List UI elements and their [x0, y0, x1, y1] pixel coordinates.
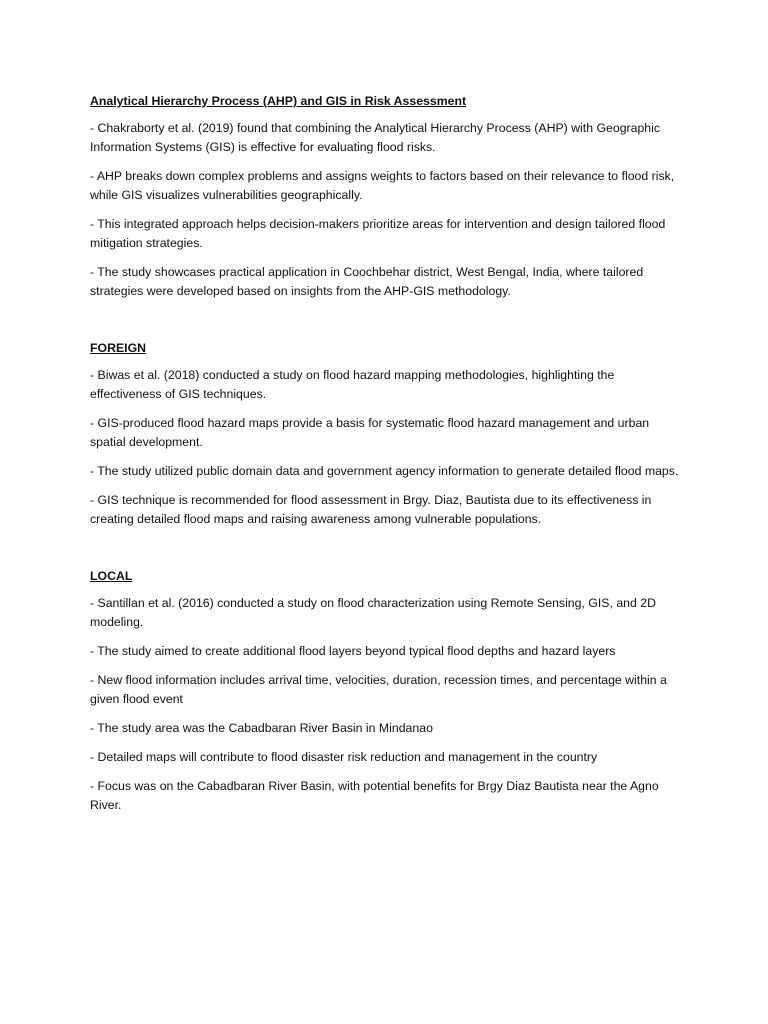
paragraph: - The study utilized public domain data and government agency information to generate detailed flood maps. — [90, 464, 679, 478]
paragraph: - This integrated approach helps decision-makers prioritize areas for intervention and design tailored flood mitigation strategies. — [90, 217, 666, 250]
paragraph: - The study area was the Cabadbaran River Basin in Mindanao — [90, 721, 433, 735]
section-heading-local: LOCAL — [90, 569, 133, 583]
paragraph: - Focus was on the Cabadbaran River Basin, with potential benefits for Brgy Diaz Bautista near the Agno River. — [90, 779, 659, 812]
section-spacer — [90, 311, 680, 340]
paragraph: - Detailed maps will contribute to flood disaster risk reduction and management in the country — [90, 750, 598, 764]
document-page — [90, 93, 680, 825]
section-spacer — [90, 539, 680, 568]
paragraph: - New flood information includes arrival time, velocities, duration, recession times, and percentage within a given flood event — [90, 673, 667, 706]
paragraph: - GIS-produced flood hazard maps provide a basis for systematic flood hazard management and urban spatial development. — [90, 416, 650, 449]
paragraph: - AHP breaks down complex problems and assigns weights to factors based on their relevance to flood risk, while GIS visualizes vulnerabilities geographically. — [90, 169, 675, 202]
paragraph: - GIS technique is recommended for flood assessment in Brgy. Diaz, Bautista due to its effectiveness in creating detailed flood maps and raising awareness among vulnerable populations. — [90, 493, 652, 526]
paragraph: - The study aimed to create additional flood layers beyond typical flood depths and hazard layers — [90, 644, 616, 658]
section-ahp-gis — [90, 93, 680, 301]
paragraph: - The study showcases practical application in Coochbehar district, West Bengal, India, where tailored strategies were developed based on insights from the AHP-GIS methodology. — [90, 265, 644, 298]
section-local — [90, 568, 680, 815]
paragraph: - Biwas et al. (2018) conducted a study on flood hazard mapping methodologies, highlighting the effectiveness of GIS techniques. — [90, 368, 615, 401]
section-heading-foreign: FOREIGN — [90, 341, 147, 355]
section-foreign — [90, 340, 680, 529]
paragraph: - Santillan et al. (2016) conducted a study on flood characterization using Remote Sensing, GIS, and 2D modeling. — [90, 596, 656, 629]
paragraph: - Chakraborty et al. (2019) found that combining the Analytical Hierarchy Process (AHP) with Geographic Information Systems (GIS) is effective for evaluating flood risks. — [90, 121, 661, 154]
section-heading-ahp-gis: Analytical Hierarchy Process (AHP) and GIS in Risk Assessment — [90, 94, 467, 108]
